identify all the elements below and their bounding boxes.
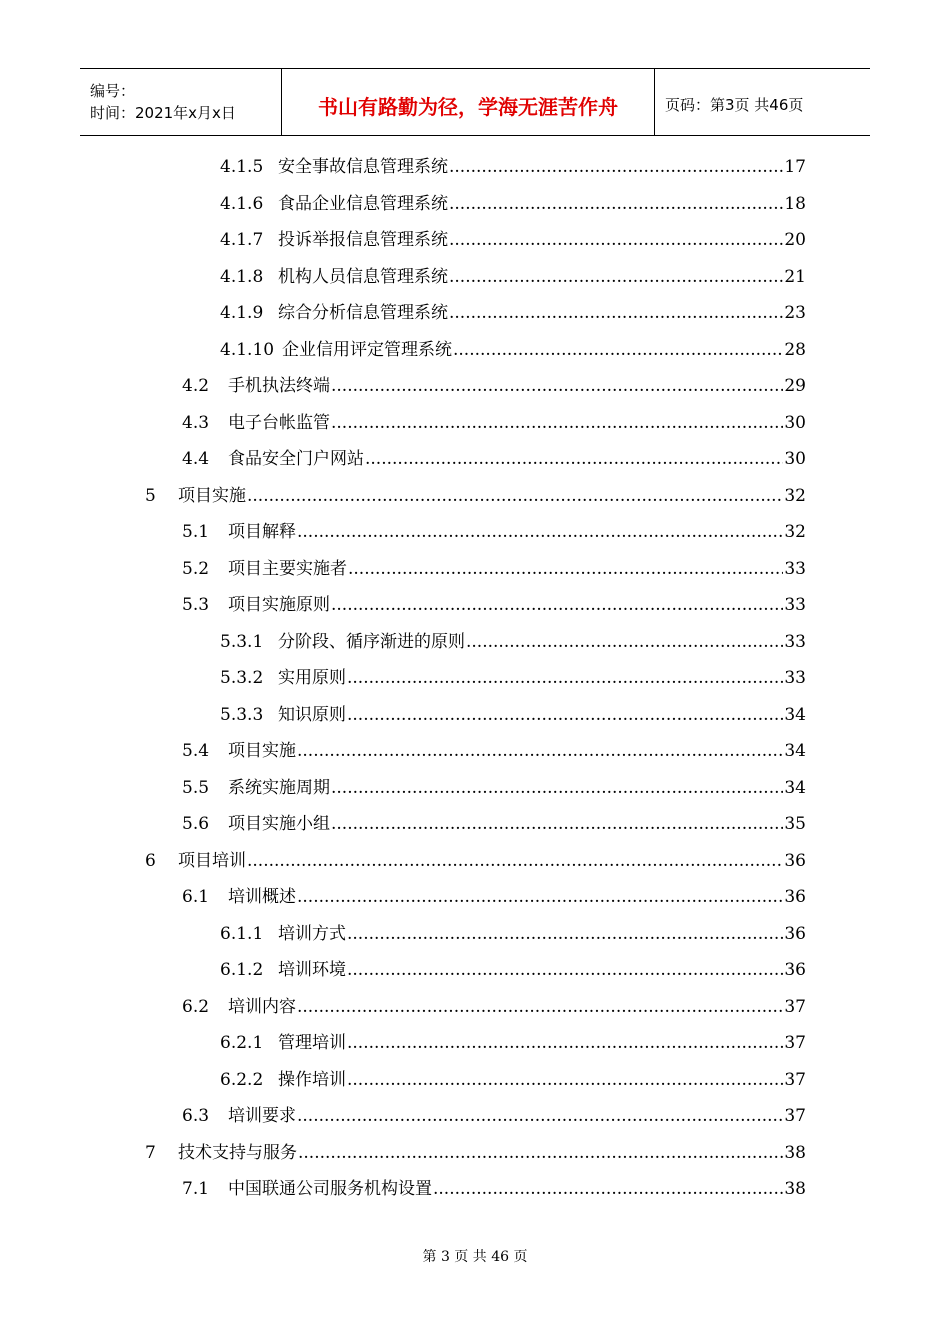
- toc-entry-title: 电子台帐监管: [228, 412, 330, 433]
- toc-entry-page: 23: [784, 303, 806, 323]
- toc-entry-page: 34: [784, 777, 806, 798]
- toc-entry[interactable]: [220, 262, 806, 292]
- toc-entry[interactable]: [220, 335, 806, 365]
- toc-entry-page: 18: [784, 193, 806, 214]
- time-label: 时间：2021年x月x日: [90, 104, 236, 122]
- toc-entry-title: 分阶段、循序渐进的原则: [278, 631, 465, 652]
- toc-entry[interactable]: [182, 554, 806, 584]
- toc-dot-leader: [331, 590, 783, 620]
- toc-entry[interactable]: [220, 919, 806, 949]
- toc-entry[interactable]: [145, 481, 806, 511]
- toc-entry-page: 37: [784, 1106, 806, 1126]
- toc-entry-number: 5.3.2: [220, 668, 264, 688]
- toc-entry-title: 培训环境: [278, 960, 346, 980]
- toc-entry[interactable]: [220, 189, 806, 219]
- toc-entry-page: 37: [784, 1033, 806, 1053]
- toc-entry-number: 4.4: [182, 449, 210, 469]
- toc-entry-page: 28: [784, 339, 806, 360]
- header-meta: [80, 69, 282, 135]
- toc-entry[interactable]: [182, 773, 806, 803]
- toc-entry-title: 管理培训: [278, 1033, 346, 1053]
- header-page-info: [655, 69, 870, 135]
- toc-entry-number: 6.1.2: [220, 960, 264, 980]
- toc-entry-page: 36: [784, 960, 806, 980]
- toc-entry-title: 食品安全门户网站: [228, 449, 364, 469]
- toc-entry-page: 37: [784, 996, 806, 1017]
- toc-entry-number: 6.1: [182, 887, 210, 907]
- toc-entry-title: 投诉举报信息管理系统: [278, 230, 448, 250]
- toc-entry-page: 33: [784, 668, 806, 688]
- toc-entry-page: 37: [784, 1069, 806, 1090]
- toc-entry-title: 项目主要实施者: [228, 558, 347, 579]
- toc-entry-number: 5.5: [182, 777, 210, 798]
- toc-entry-page: 36: [784, 850, 806, 871]
- toc-entry-title: 项目实施小组: [228, 814, 330, 834]
- toc-entry-page: 38: [784, 1142, 806, 1163]
- page-footer: 第 3 页 共 46 页: [422, 1249, 528, 1265]
- toc-entry[interactable]: [145, 846, 806, 876]
- toc-entry-page: 33: [784, 595, 806, 615]
- toc-dot-leader: [347, 919, 783, 949]
- toc-entry-page: 33: [784, 631, 806, 652]
- toc-entry-title: 系统实施周期: [228, 777, 330, 798]
- toc-entry-title: 企业信用评定管理系统: [282, 339, 452, 360]
- toc-entry-title: 项目实施: [178, 485, 246, 506]
- toc-dot-leader: [347, 1065, 783, 1095]
- toc-dot-leader: [297, 736, 783, 766]
- toc-dot-leader: [449, 262, 783, 292]
- toc-entry-number: 7.1: [182, 1179, 210, 1199]
- toc-entry-page: 30: [784, 449, 806, 469]
- toc-entry-number: 6.2: [182, 996, 210, 1017]
- toc-entry[interactable]: [220, 700, 806, 730]
- toc-entry-number: 4.1.6: [220, 193, 264, 214]
- toc-entry-number: 4.1.7: [220, 230, 264, 250]
- header-motto-cell: [282, 69, 655, 135]
- toc-dot-leader: [365, 444, 783, 474]
- toc-entry-title: 项目培训: [178, 850, 246, 871]
- toc-entry-number: 5.4: [182, 741, 210, 761]
- toc-entry-number: 4.1.10: [220, 339, 275, 360]
- toc-entry-page: 35: [784, 814, 806, 834]
- toc-entry[interactable]: [220, 1065, 806, 1095]
- toc-dot-leader: [449, 298, 783, 328]
- toc-dot-leader: [297, 992, 783, 1022]
- toc-entry-number: 5: [145, 485, 156, 506]
- toc-dot-leader: [331, 809, 783, 839]
- page-header: [80, 68, 870, 136]
- page-info-text: 页码：第3页 共46页: [665, 95, 804, 114]
- toc-entry[interactable]: [220, 152, 806, 182]
- toc-dot-leader: [449, 189, 783, 219]
- toc-dot-leader: [247, 481, 783, 511]
- header-motto: 书山有路勤为径，学海无涯苦作舟: [318, 94, 618, 119]
- toc-entry-number: 5.2: [182, 558, 210, 579]
- toc-dot-leader: [466, 627, 783, 657]
- toc-entry-title: 培训内容: [228, 996, 296, 1017]
- toc-dot-leader: [347, 1028, 783, 1058]
- toc-entry-title: 中国联通公司服务机构设置: [228, 1179, 432, 1199]
- toc-entry-number: 4.1.9: [220, 303, 264, 323]
- toc-entry-number: 6.2.1: [220, 1033, 264, 1053]
- toc-entry-number: 5.6: [182, 814, 210, 834]
- toc-dot-leader: [331, 773, 783, 803]
- toc-entry[interactable]: [220, 298, 806, 328]
- toc-dot-leader: [348, 554, 783, 584]
- toc-entry[interactable]: [182, 371, 806, 401]
- toc-entry[interactable]: [182, 1174, 806, 1204]
- toc-entry-page: 33: [784, 558, 806, 579]
- toc-entry-number: 6.2.2: [220, 1069, 264, 1090]
- doc-number-label: 编号：: [90, 82, 136, 100]
- toc-dot-leader: [298, 1138, 783, 1168]
- toc-entry-number: 5.3.1: [220, 631, 264, 652]
- toc-entry-page: 30: [784, 412, 806, 433]
- toc-entry[interactable]: [182, 992, 806, 1022]
- toc-entry[interactable]: [145, 1138, 806, 1168]
- toc-dot-leader: [297, 517, 783, 547]
- toc-entry[interactable]: [182, 590, 806, 620]
- toc-entry-number: 4.3: [182, 412, 210, 433]
- toc-dot-leader: [433, 1174, 783, 1204]
- toc-entry-number: 7: [145, 1142, 156, 1163]
- toc-entry-number: 5.3: [182, 595, 210, 615]
- toc-entry-page: 17: [784, 157, 806, 177]
- toc-dot-leader: [449, 152, 783, 182]
- toc-entry-title: 食品企业信息管理系统: [278, 193, 448, 214]
- toc-entry[interactable]: [182, 736, 806, 766]
- toc-entry-page: 36: [784, 923, 806, 944]
- toc-entry-number: 4.1.8: [220, 266, 264, 287]
- toc-entry-title: 知识原则: [278, 704, 346, 725]
- toc-dot-leader: [331, 371, 783, 401]
- toc-entry-page: 21: [784, 266, 806, 287]
- toc-entry-title: 操作培训: [278, 1069, 346, 1090]
- toc-entry-title: 机构人员信息管理系统: [278, 266, 448, 287]
- toc-entry-title: 培训要求: [228, 1106, 296, 1126]
- toc-entry-page: 32: [784, 522, 806, 542]
- toc-entry[interactable]: [220, 955, 806, 985]
- toc-dot-leader: [449, 225, 783, 255]
- toc-entry-title: 项目解释: [228, 522, 296, 542]
- toc-entry[interactable]: [182, 1101, 806, 1131]
- toc-entry-number: 6.3: [182, 1106, 210, 1126]
- toc-entry[interactable]: [182, 408, 806, 438]
- toc-entry-page: 20: [784, 230, 806, 250]
- toc-entry-title: 培训概述: [228, 887, 296, 907]
- toc-dot-leader: [347, 663, 783, 693]
- toc-entry[interactable]: [182, 882, 806, 912]
- toc-entry-number: 5.1: [182, 522, 210, 542]
- toc-dot-leader: [331, 408, 783, 438]
- toc-entry[interactable]: [182, 517, 806, 547]
- toc-entry-title: 项目实施: [228, 741, 296, 761]
- toc-entry-number: 4.1.5: [220, 157, 264, 177]
- toc-entry-page: 29: [784, 376, 806, 396]
- toc-entry[interactable]: [182, 809, 806, 839]
- toc-dot-leader: [347, 955, 783, 985]
- toc-dot-leader: [453, 335, 783, 365]
- toc-dot-leader: [247, 846, 783, 876]
- toc-entry-page: 32: [784, 485, 806, 506]
- toc-entry-number: 6.1.1: [220, 923, 264, 944]
- toc-entry-title: 项目实施原则: [228, 595, 330, 615]
- toc-entry-title: 实用原则: [278, 668, 346, 688]
- toc-entry-title: 综合分析信息管理系统: [278, 303, 448, 323]
- toc-entry[interactable]: [220, 1028, 806, 1058]
- toc-entry-number: 5.3.3: [220, 704, 264, 725]
- toc-entry-number: 6: [145, 850, 156, 871]
- toc-entry[interactable]: [220, 225, 806, 255]
- toc-entry-title: 安全事故信息管理系统: [278, 157, 448, 177]
- toc-entry[interactable]: [220, 663, 806, 693]
- toc-entry[interactable]: [182, 444, 806, 474]
- toc-dot-leader: [297, 1101, 783, 1131]
- toc-entry-title: 培训方式: [278, 923, 346, 944]
- toc-entry-title: 手机执法终端: [228, 376, 330, 396]
- toc-entry-page: 38: [784, 1179, 806, 1199]
- toc-entry-title: 技术支持与服务: [178, 1142, 297, 1163]
- toc-entry-page: 36: [784, 887, 806, 907]
- toc-dot-leader: [297, 882, 783, 912]
- toc-entry-page: 34: [784, 704, 806, 725]
- toc-entry-number: 4.2: [182, 376, 210, 396]
- toc-entry-page: 34: [784, 741, 806, 761]
- toc-dot-leader: [347, 700, 783, 730]
- toc-entry[interactable]: [220, 627, 806, 657]
